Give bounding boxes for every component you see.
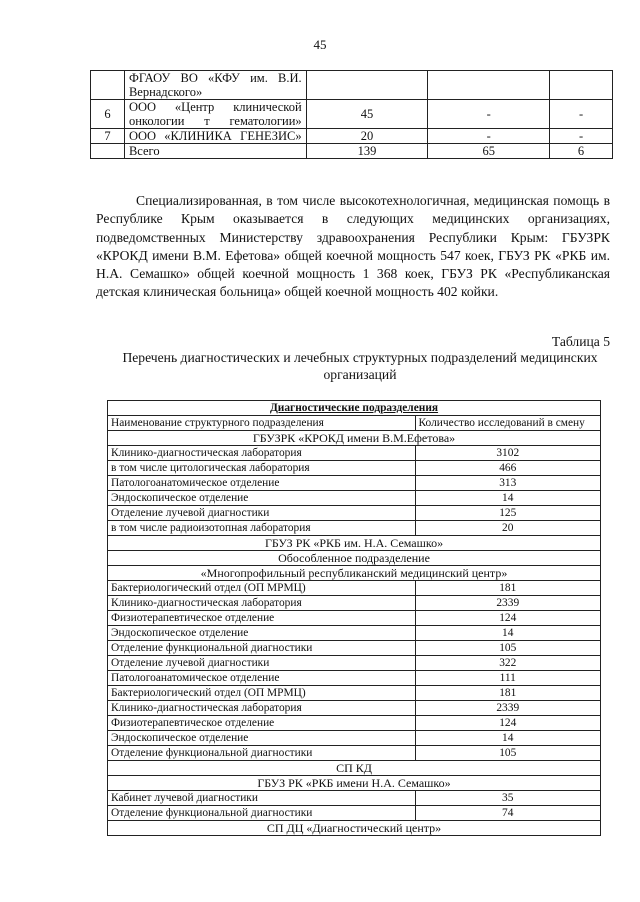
value-col-2: - xyxy=(428,129,550,144)
organizations-table xyxy=(90,70,613,159)
unit-name: Кабинет лучевой диагностики xyxy=(108,791,416,806)
column-header-name: Наименование структурного подразделения xyxy=(108,416,416,431)
unit-name: Клинико-диагностическая лаборатория xyxy=(108,701,416,716)
unit-name: Отделение лучевой диагностики xyxy=(108,656,416,671)
study-count: 111 xyxy=(415,671,601,686)
unit-name: Бактериологический отдел (ОП МРМЦ) xyxy=(108,581,416,596)
study-count: 124 xyxy=(415,611,601,626)
bed-count: 45 xyxy=(306,100,428,129)
study-count: 105 xyxy=(415,746,601,761)
study-count: 466 xyxy=(415,461,601,476)
unit-name: Физиотерапевтическое отделение xyxy=(108,716,416,731)
table-row xyxy=(91,71,613,100)
organization-name: Всего xyxy=(124,144,306,159)
value-col-3: 6 xyxy=(550,144,613,159)
table-row xyxy=(108,701,601,716)
study-count: 181 xyxy=(415,686,601,701)
page-number: 45 xyxy=(313,37,327,52)
column-header-row xyxy=(108,416,601,431)
column-header-count: Количество исследований в смену xyxy=(415,416,601,431)
study-count: 14 xyxy=(415,491,601,506)
table-row xyxy=(108,641,601,656)
study-count: 105 xyxy=(415,641,601,656)
value-col-2 xyxy=(428,71,550,100)
section-title: СП КД xyxy=(108,761,601,776)
table-row xyxy=(108,686,601,701)
table-row xyxy=(108,521,601,536)
table-row xyxy=(108,626,601,641)
value-col-3: - xyxy=(550,100,613,129)
row-number: 7 xyxy=(91,129,125,144)
study-count: 124 xyxy=(415,716,601,731)
unit-name: Отделение функциональной диагностики xyxy=(108,806,416,821)
section-title: ГБУЗ РК «РКБ им. Н.А. Семашко» xyxy=(108,536,601,551)
unit-name: Патологоанатомическое отделение xyxy=(108,476,416,491)
table-row xyxy=(108,491,601,506)
unit-name: в том числе радиоизотопная лаборатория xyxy=(108,521,416,536)
value-col-3 xyxy=(550,71,613,100)
section-row xyxy=(108,566,601,581)
table-row xyxy=(108,596,601,611)
section-row xyxy=(108,776,601,791)
study-count: 322 xyxy=(415,656,601,671)
section-title: ГБУЗ РК «РКБ имени Н.А. Семашко» xyxy=(108,776,601,791)
value-col-2: - xyxy=(428,100,550,129)
unit-name: Отделение функциональной диагностики xyxy=(108,641,416,656)
table-row xyxy=(108,716,601,731)
section-row xyxy=(108,551,601,566)
study-count: 181 xyxy=(415,581,601,596)
table-row xyxy=(108,671,601,686)
organization-name: ООО «Центр клинической онкологии т гематологии» xyxy=(124,100,306,129)
section-title: СП ДЦ «Диагностический центр» xyxy=(108,821,601,836)
section-row xyxy=(108,431,601,446)
table-row xyxy=(108,506,601,521)
study-count: 14 xyxy=(415,626,601,641)
section-title: «Многопрофильный республиканский медицинский центр» xyxy=(108,566,601,581)
section-title: Обособленное подразделение xyxy=(108,551,601,566)
table-label: Таблица 5 xyxy=(551,334,610,349)
table-row xyxy=(108,446,601,461)
value-col-3: - xyxy=(550,129,613,144)
table-row xyxy=(108,461,601,476)
section-row xyxy=(108,821,601,836)
unit-name: Бактериологический отдел (ОП МРМЦ) xyxy=(108,686,416,701)
bed-count: 20 xyxy=(306,129,428,144)
table-row xyxy=(108,731,601,746)
study-count: 313 xyxy=(415,476,601,491)
section-row xyxy=(108,536,601,551)
row-number xyxy=(91,71,125,100)
unit-name: в том числе цитологическая лаборатория xyxy=(108,461,416,476)
table-row xyxy=(108,476,601,491)
table-row xyxy=(91,100,613,129)
bed-count: 139 xyxy=(306,144,428,159)
bed-count xyxy=(306,71,428,100)
table-row xyxy=(108,791,601,806)
study-count: 20 xyxy=(415,521,601,536)
unit-name: Отделение лучевой диагностики xyxy=(108,506,416,521)
table-row xyxy=(91,144,613,159)
table-row xyxy=(108,746,601,761)
row-number: 6 xyxy=(91,100,125,129)
study-count: 2339 xyxy=(415,701,601,716)
unit-name: Эндоскопическое отделение xyxy=(108,731,416,746)
table-row xyxy=(108,581,601,596)
study-count: 74 xyxy=(415,806,601,821)
organization-name: ФГАОУ ВО «КФУ им. В.И. Вернадского» xyxy=(124,71,306,100)
unit-name: Отделение функциональной диагностики xyxy=(108,746,416,761)
study-count: 125 xyxy=(415,506,601,521)
row-number xyxy=(91,144,125,159)
unit-name: Эндоскопическое отделение xyxy=(108,626,416,641)
table-row xyxy=(108,806,601,821)
table-title-row xyxy=(108,401,601,416)
unit-name: Эндоскопическое отделение xyxy=(108,491,416,506)
study-count: 35 xyxy=(415,791,601,806)
section-row xyxy=(108,761,601,776)
table-row xyxy=(108,611,601,626)
unit-name: Клинико-диагностическая лаборатория xyxy=(108,446,416,461)
study-count: 3102 xyxy=(415,446,601,461)
diagnostic-units-table xyxy=(107,400,601,836)
value-col-2: 65 xyxy=(428,144,550,159)
organization-name: ООО «КЛИНИКА ГЕНЕЗИС» xyxy=(124,129,306,144)
study-count: 14 xyxy=(415,731,601,746)
unit-name: Физиотерапевтическое отделение xyxy=(108,611,416,626)
table-row xyxy=(91,129,613,144)
section-title: ГБУЗРК «КРОКД имени В.М.Ефетова» xyxy=(108,431,601,446)
study-count: 2339 xyxy=(415,596,601,611)
body-paragraph: Специализированная, в том числе высокотехнологичная, медицинская помощь в Республике Крым оказывается в следующих медицинских организациях, подведомственных Министерству здравоохранения Республики Крым: ГБУЗРК «КРОКД имени В.М. Ефетова» общей коечной мощность 547 коек, ГБУЗ РК «РКБ им. Н.А. Семашко» общей коечной мощность 1 368 коек, ГБУЗ РК «Республиканская детская клиническая больница» общей коечной мощность 402 койки. xyxy=(96,193,610,300)
table-title: Диагностические подразделения xyxy=(108,401,601,416)
unit-name: Патологоанатомическое отделение xyxy=(108,671,416,686)
table-row xyxy=(108,656,601,671)
table-caption: Перечень диагностических и лечебных структурных подразделений медицинских организаций xyxy=(122,350,598,382)
unit-name: Клинико-диагностическая лаборатория xyxy=(108,596,416,611)
